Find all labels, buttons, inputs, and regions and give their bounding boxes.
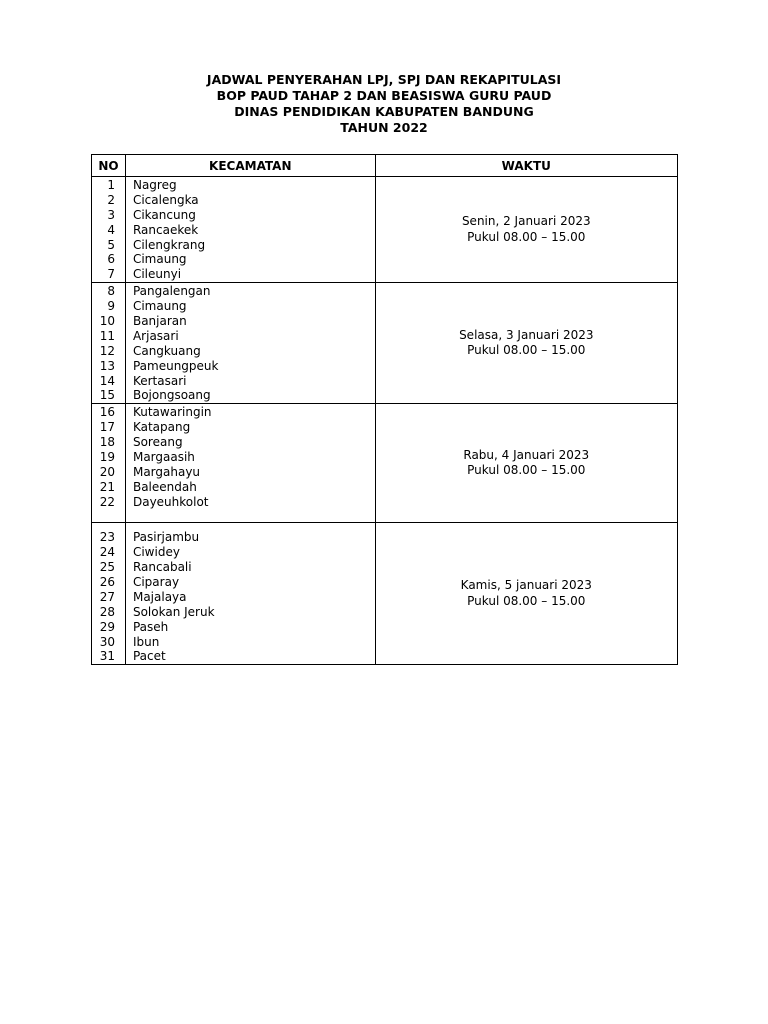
row-number: 3 [107, 207, 115, 222]
waktu-date: Selasa, 3 Januari 2023 [459, 327, 594, 342]
row-number: 8 [107, 284, 115, 299]
row-number: 6 [107, 252, 115, 267]
waktu-cell [375, 404, 677, 523]
row-number: 10 [99, 314, 115, 329]
waktu-cell [375, 283, 677, 404]
row-number: 14 [99, 373, 115, 388]
row-number: 1 [107, 178, 115, 192]
header-kecamatan: KECAMATAN [125, 155, 375, 177]
kecamatan-cell [125, 404, 375, 523]
row-number: 26 [99, 575, 115, 590]
row-number: 2 [107, 192, 115, 207]
kecamatan-name: Nagreg [132, 178, 177, 192]
row-number: 18 [99, 435, 115, 450]
kecamatan-name: Banjaran [132, 314, 187, 329]
kecamatan-name: Ibun [132, 634, 160, 649]
no-cell [92, 283, 126, 404]
kecamatan-name: Katapang [132, 420, 191, 435]
row-number: 17 [99, 420, 115, 435]
header-no: NO [92, 155, 126, 177]
title-line-4: TAHUN 2022 [340, 120, 428, 135]
waktu-date: Kamis, 5 januari 2023 [460, 578, 592, 593]
title-line-3: DINAS PENDIDIKAN KABUPATEN BANDUNG [234, 104, 534, 119]
row-number: 19 [99, 450, 115, 465]
table-row [92, 523, 678, 665]
waktu-date: Senin, 2 Januari 2023 [461, 214, 591, 229]
row-number: 5 [107, 237, 115, 252]
table-header-row [92, 155, 678, 177]
row-number: 31 [99, 649, 115, 664]
kecamatan-name: Ciparay [132, 575, 180, 590]
row-number: 7 [107, 267, 115, 282]
kecamatan-name: Rancabali [132, 560, 192, 575]
row-number: 13 [99, 358, 115, 373]
kecamatan-name: Solokan Jeruk [132, 604, 215, 619]
kecamatan-name: Soreang [132, 435, 183, 450]
row-number: 24 [99, 545, 115, 560]
kecamatan-cell [125, 283, 375, 404]
title-line-2: BOP PAUD TAHAP 2 DAN BEASISWA GURU PAUD [216, 88, 552, 103]
table-row [92, 404, 678, 523]
document-title [0, 72, 768, 136]
row-number: 16 [99, 405, 115, 420]
schedule-table [91, 154, 678, 665]
waktu-date: Rabu, 4 Januari 2023 [463, 447, 590, 462]
kecamatan-name: Cikancung [132, 207, 196, 222]
kecamatan-name: Pameungpeuk [132, 358, 219, 373]
header-waktu: WAKTU [375, 155, 677, 177]
row-number: 21 [99, 479, 115, 494]
row-number: 20 [99, 464, 115, 479]
kecamatan-name: Cimaung [132, 299, 187, 314]
kecamatan-name: Pacet [132, 649, 166, 664]
row-number: 23 [99, 530, 115, 545]
kecamatan-name: Arjasari [132, 328, 179, 343]
kecamatan-name: Margaasih [132, 450, 195, 465]
kecamatan-name: Pasirjambu [132, 530, 200, 545]
kecamatan-name: Kutawaringin [132, 405, 212, 420]
kecamatan-cell [125, 177, 375, 283]
row-number: 12 [99, 343, 115, 358]
waktu-time: Pukul 08.00 – 15.00 [467, 229, 586, 244]
kecamatan-name: Cangkuang [132, 343, 201, 358]
title-line-1: JADWAL PENYERAHAN LPJ, SPJ DAN REKAPITULASI [206, 72, 562, 87]
kecamatan-name: Cilengkrang [132, 237, 206, 252]
kecamatan-name: Majalaya [132, 589, 187, 604]
kecamatan-name: Cicalengka [132, 192, 199, 207]
table-row [92, 283, 678, 404]
table-row [92, 177, 678, 283]
row-number: 29 [99, 619, 115, 634]
kecamatan-name: Bojongsoang [132, 388, 211, 403]
row-number: 9 [107, 299, 115, 314]
kecamatan-name: Pangalengan [132, 284, 211, 299]
waktu-cell [375, 523, 677, 665]
row-number: 11 [99, 328, 115, 343]
row-number: 22 [99, 494, 115, 509]
no-cell [92, 404, 126, 523]
kecamatan-name: Dayeuhkolot [132, 494, 209, 509]
kecamatan-cell [125, 523, 375, 665]
row-number: 15 [99, 388, 115, 403]
kecamatan-name: Cileunyi [132, 267, 182, 282]
kecamatan-name: Rancaekek [132, 222, 199, 237]
kecamatan-name: Margahayu [132, 464, 201, 479]
row-number: 27 [99, 589, 115, 604]
waktu-time: Pukul 08.00 – 15.00 [467, 463, 586, 478]
kecamatan-name: Baleendah [132, 479, 197, 494]
kecamatan-name: Cimaung [132, 252, 187, 267]
kecamatan-name: Kertasari [132, 373, 187, 388]
row-number: 28 [99, 604, 115, 619]
row-number: 30 [99, 634, 115, 649]
no-cell [92, 177, 126, 283]
waktu-cell [375, 177, 677, 283]
row-number: 4 [107, 222, 115, 237]
row-number: 25 [99, 560, 115, 575]
waktu-time: Pukul 08.00 – 15.00 [467, 343, 586, 358]
kecamatan-name: Ciwidey [132, 545, 180, 560]
no-cell [92, 523, 126, 665]
waktu-time: Pukul 08.00 – 15.00 [467, 593, 586, 608]
schedule-body [92, 177, 678, 665]
kecamatan-name: Paseh [132, 619, 169, 634]
